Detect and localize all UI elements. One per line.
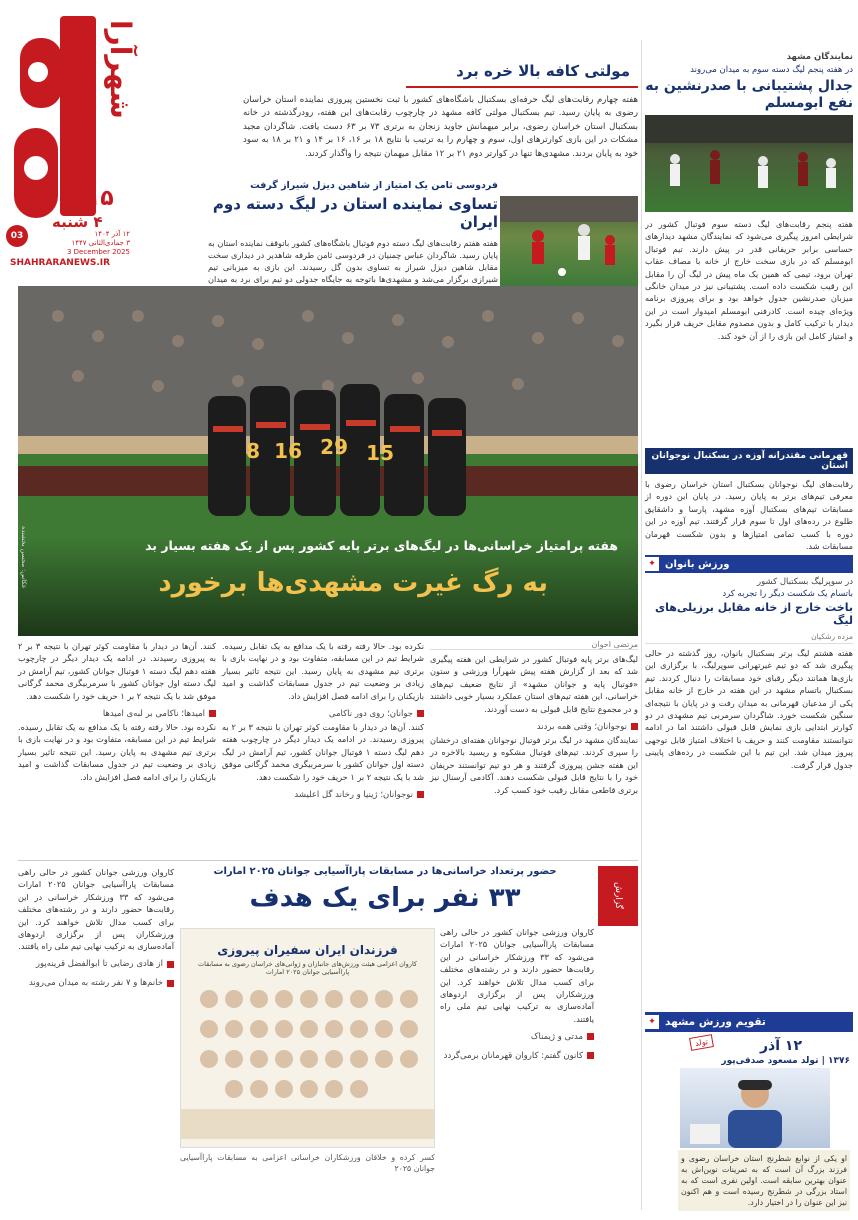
women-kicker: در سوپرلیگ بسکتبال کشور [757, 577, 853, 587]
women-byline: مزده رشکیان [645, 632, 853, 644]
svg-text:29: 29 [320, 435, 348, 459]
svg-text:8: 8 [246, 439, 260, 463]
right-top-lead: در هفته پنجم لیگ دسته سوم به میدان می‌روند [690, 65, 853, 75]
women-body: هفته هشتم لیگ برتر بسکتبال بانوان، روز گذشته در حالی پیگیری شد که دو تیم غیرتهرانی سوپرلیگ، با برگزاری این بازی‌ها همانند دیگر رقبای خود مسابقات را دنبال کردند. تیم بسکتبال باتسام مشهد در این هفته در خارج از خانه مقابل یکی از مدعیان قهرمانی به میدان رفت و در پایان با نتیجه‌ای سنگین شکست خورد. شاگردان سرمربی تیم مشهدی در دو کوارتر ابتدایی بازی نمایش قابل قبولی داشتند اما در ادامه نتوانستند مقاومت کنند و حریف با اختلاف امتیاز قابل توجهی پیروز میدان شد. این تیم با این شکست در رده‌های پایینی جدول قرار گرفت. [645, 648, 853, 770]
top-story-title: مولتی کافه بالا خره برد [456, 62, 630, 80]
weekday: ۴ شنبه [52, 213, 103, 231]
para-sub-2: از هادی رضایی تا ابوالفضل قرینه‌پور [36, 959, 174, 969]
right-top-kicker: نمایندگان مشهد [786, 52, 853, 62]
website[interactable]: SHAHRARANEWS.IR [10, 258, 111, 268]
gozaresh-label: گزارش [598, 866, 638, 926]
main-kicker: هفته پرامتیاز خراسانی‌ها در لیگ‌های برتر پایه کشور پس از یک هفته بسیار بد [145, 538, 618, 553]
svg-text:16: 16 [274, 439, 302, 463]
section-logo-icon: ✦ [645, 557, 659, 571]
top-story-title-bar [406, 62, 638, 88]
calendar-date: ۱۲ آذر [760, 1038, 803, 1054]
main-story-col1 [18, 640, 216, 783]
women-section-bar [645, 555, 853, 573]
calendar-label: تقویم ورزش مشهد [665, 1016, 766, 1028]
main-col1: نکرده بود. حالا رفته رفته با یک مدافع به یک تقابل رسیده. شرایط تیم در این مسابقه، متفاوت بود و در نهایت بازی با برتری تیم مشهدی به پایان رسید. این نتیجه تاثیر بسیار زیادی بر وضعیت تیم در جدول مسابقات گذاشت و امید بازیکنان را برای ادامه فصل افزایش داد. [222, 641, 424, 701]
right-top-body: هفته پنجم رقابت‌های لیگ دسته سوم فوتبال کشور در شرایطی امروز پیگیری می‌شود که نمایندگان مشهد دیدارهای حساسی برابر حریفانی قدر در پیش دارند. تیم فوتبال ابومسلم که در بازی سخت خارج از خانه با مصاف عقاب تهران برود، تیمی که همین یک ماه پیش در لیگ آن را مقابل این رقیب شکست داده است. پشتیبانی نیز در میدان خانگی میزبان صدرنشین جدول خواهد بود و برای پیروزی برنامه ویژه‌ای چیده است. کادرفنی ابومسلم امیدوار است در این دیدار با ترکیب کامل و بدون مصدوم مقابل حریف قرار بگیرد و امتیاز کامل این بازی را از آن خود کند. [645, 219, 853, 341]
date-gregorian: 3 December 2025 [66, 248, 130, 256]
issue-number: ۲۲۱۵ [60, 186, 114, 211]
top-story [160, 40, 638, 160]
paralympic-kicker: حضور پرتعداد خراسانی‌ها در مسابقات پاراآسیایی جوانان ۲۰۲۵ امارات [213, 866, 557, 877]
sub-head-4: نوجوانان؛ ژینیا و رخاند گل اعلیشد [294, 790, 424, 800]
poster-caption: کسر کرده و خلاقان ورزشکاران خراسانی اعزامی به مسابقات پاراآسیایی جوانان ۲۰۲۵ [180, 1153, 435, 1173]
right-column-divider [641, 40, 642, 1210]
fardosi-story [208, 180, 498, 286]
calendar-caption: او یکی از نوابغ شطرنج استان خراسان رضوی و فرزند بزرگ آن است که به تمرینات نوین‌اش به عنوان بهترین سابقه است. اولین نفری است که به استاد بزرگی در شطرنج رسیده است و هم اکنون نیز این عنوان را در اختیار دارد. [678, 1150, 850, 1211]
fardosi-kicker: فردوسی ثامن یک امتیاز از شاهین دیزل شیراز گرفت [250, 180, 498, 191]
right-top-story [645, 52, 853, 112]
main-col2-more: نکرده بود. حالا رفته رفته با یک مدافع به یک تقابل رسیده. شرایط تیم در این مسابقه، متفاوت بود و در نهایت بازی با برتری تیم مشهدی به پایان رسید. این نتیجه تاثیر بسیار زیادی بر وضعیت تیم در جدول مسابقات گذاشت و امید بازیکنان را برای ادامه فصل افزایش داد. [18, 722, 216, 782]
para-sub-4: خانم‌ها و ۷ نفر رشته به میدان می‌روند [29, 978, 174, 988]
women-title: باخت خارج از خانه مقابل برزیلی‌های لیگ [655, 601, 853, 627]
paralympic-col-right [440, 866, 594, 1063]
aouze-section [645, 448, 853, 552]
para-sub-3: کانون گفتم: کاروان قهرمانان برمی‌گردد [444, 1051, 594, 1061]
sub-head-3: نوجوانان؛ وقتی همه بردند [537, 722, 638, 732]
calendar-logo-icon: ✦ [645, 1015, 659, 1029]
poster-athletes [180, 979, 434, 1139]
paralympic-title: ۳۳ نفر برای یک هدف [249, 883, 521, 913]
poster-title: فرزندان ایران سفیران پیروزی [217, 943, 398, 957]
women-story [645, 577, 853, 1067]
aouze-body: رقابت‌های لیگ نوجوانان بسکتبال استان خراسان رضوی با معرفی تیم‌های برتر به پایان رسید. در پایان این دوره از مسابقات تیم‌های بسکتبال آوزه مشهد، پارسا و داشقایق طلوع در رده‌های اول تا سوم قرار گرفتند. تیم آوزه در این دوره با کسب تمامی امتیازها و بدون شکست قهرمان مسابقات شد. [645, 479, 853, 552]
women-lead: باتسام یک شکست دیگر را تجربه کرد [722, 589, 853, 599]
poster-sub: کاروان اعزامی هیئت ورزش‌های جانبازان و ژوانی‌های خراسان رضوی به مسابقات پاراآسیایی جوانان ۲۰۲۵ امارات [197, 960, 418, 976]
main-col2: کنند. آن‌ها در دیدار با مقاومت کوثر تهران با نتیجه ۳ بر ۲ به پیروزی رسیدند. در ادامه یک دیدار دیگر در چارچوب هفته دهم لیگ دسته ۱ فوتبال جوانان کشور، تیم آرامش در لیگ دسته اول جوانان کشور با سرمربیگری محمد گرگانی موفق شد با یک نتیجه ۲ بر ۱ حریف خود را شکست دهد. [18, 641, 216, 701]
fardosi-title: تساوی نماینده استان در لیگ دسته دوم ایران [212, 195, 498, 231]
photo-credit: عکاس: محسن بخشنده [20, 526, 28, 589]
fardosi-photo [500, 196, 638, 286]
calendar-photo [680, 1068, 830, 1148]
main-story-lead [430, 640, 638, 796]
women-section-label: ورزش بانوان [665, 558, 730, 570]
calendar-bar [645, 1012, 853, 1032]
main-title: به رگ غیرت مشهدی‌ها برخورد [158, 568, 548, 598]
main-photo [18, 286, 638, 636]
calendar-item-title: ۱۳۷۶ | تولد مسعود صدقی‌پور [721, 1056, 850, 1066]
date-jalali: ۱۲ آذر ۱۴۰۴ [94, 230, 130, 238]
sub-head-2: جوانان؛ روی دور ناکامی [329, 709, 424, 719]
paralympic-body: کاروان ورزشی جوانان کشور در حالی راهی مسابقات پاراآسیایی جوانان ۲۰۲۵ امارات می‌شود که ۳۳ ورزشکار خراسانی در این رقابت‌ها حضور دارند و در رشته‌های مختلف برای کسب مدال تلاش خواهند کرد. این ورزشکاران پس از برگزاری اردوهای آماده‌سازی به ترکیب نهایی تیم ملی راه یافتند. [440, 927, 594, 1024]
date-hijri: ۳ جمادی‌الثانی ۱۴۴۷ [71, 239, 130, 247]
calendar-stamp: تولد [689, 1034, 714, 1051]
right-top-title: جدال پشتیبانی با صدرنشین به نفع ابومسلم [645, 78, 853, 111]
para-sub-1: مدتی و ژیمناک [531, 1032, 594, 1042]
byline: مرتضی احوان [430, 640, 638, 650]
date-block [30, 230, 130, 257]
logo-text: شهرآرا [104, 20, 137, 119]
aouze-title: قهرمانی مقتدرانه آوزه در بسکتبال نوجوانان استان [645, 448, 853, 474]
main-story-col2 [222, 640, 424, 802]
main-col1-more: کنند. آن‌ها در دیدار با مقاومت کوثر تهران با نتیجه ۳ بر ۲ به پیروزی رسیدند. در ادامه یک دیدار دیگر در چارچوب هفته دهم لیگ دسته ۱ فوتبال جوانان کشور، تیم آرامش در لیگ دسته اول جوانان کشور با سرمربیگری محمد گرگانی موفق شد با یک نتیجه ۲ بر ۱ حریف خود را شکست دهد. [222, 722, 424, 782]
main-lead: لیگ‌های برتر پایه فوتبال کشور در شرایطی این هفته پیگیری شد که بعد از گزارش هفته پیش شهرآرا ورزشی و ستون «فوتبال پایه و جوانان مشهد» از نتایج ضعیف تیم‌های خراسانی، این هفته تیم‌های استان عملکرد بسیار خوبی داشتند و در مجموع نتایج قابل قبولی به دست آوردند. [430, 654, 638, 714]
top-story-body: هفته چهارم رقابت‌های لیگ حرفه‌ای بسکتبال باشگاه‌های کشور با ثبت نخستین پیروزی نماینده استان خراسان رضوی به پایان رسید. تیم بسکتبال مولتی کافه مشهد در چارچوب رقابت‌های این هفته، رودرگذشته در خانه بسکتبال استان خراسان رضوی، برابر میهمانش جاوید زنجان به برتری ۷۳ بر ۶۳ دست یافت. شاگردان مجید مشکات در این بازی کوارترهای اول، سوم و چهارم را به ترتیب با نتایج ۱۸ بر ۱۶، ۱۶ بر ۱۴ و ۲۱ بر ۱۸ به سود خود به پایان بردند. مشهدی‌ها تنها در کوارتر دوم ۲۱ بر ۱۲ مقابل میهمان نتیجه را واگذار کردند. [243, 95, 638, 159]
paralympic-poster [180, 928, 435, 1148]
fardosi-body: هفته هفتم رقابت‌های لیگ دسته دوم فوتبال باشگاه‌های کشور باتوقف نماینده استان به پایان رسید. شاگردان عباس چمنیان در فردوسی ثامن طرفه شاهدیر در دیداری سخت مقابل شاهین دیزل شیراز به تساوی بدون گل رسیدند. این بازی به میزبانی تیم شیرازی برگزار می‌شد و مشهدی‌ها باتوجه به جایگاه جدولی دو تیم برای برد به میدان [208, 238, 498, 284]
section-divider [18, 860, 638, 861]
paralympic-col-left [18, 866, 174, 991]
svg-text:15: 15 [366, 441, 394, 465]
main-col3-body: نمایندگان مشهد در لیگ برتر فوتبال نوجوانان هفته‌ای درخشان را سپری کردند. تیم‌های فوتبال مشکوه و ریسید بالاخره در این هفته جشن پیروزی گرفتند و هر دو تیم توانستند حریفان خود را با نتایج قابل قبولی شکست دهند. آکادمی آرسنال نیز برتری قاطعی مقابل رقیب خود کسب کرد. [430, 735, 638, 795]
page-badge: 03 [6, 225, 28, 247]
sub-head-1: امیدها؛ ناکامی بر لبه‌ی امیدها [103, 709, 216, 719]
paralympic-body-left: کاروان ورزشی جوانان کشور در حالی راهی مسابقات پاراآسیایی جوانان ۲۰۲۵ امارات می‌شود که ۳۳ ورزشکار خراسانی در این رقابت‌ها حضور دارند و در رشته‌های مختلف برای کسب مدال تلاش خواهند کرد. این ورزشکاران پس از برگزاری اردوهای آماده‌سازی به ترکیب نهایی تیم ملی راه یافتند. [18, 867, 174, 952]
right-top-photo [645, 115, 853, 212]
